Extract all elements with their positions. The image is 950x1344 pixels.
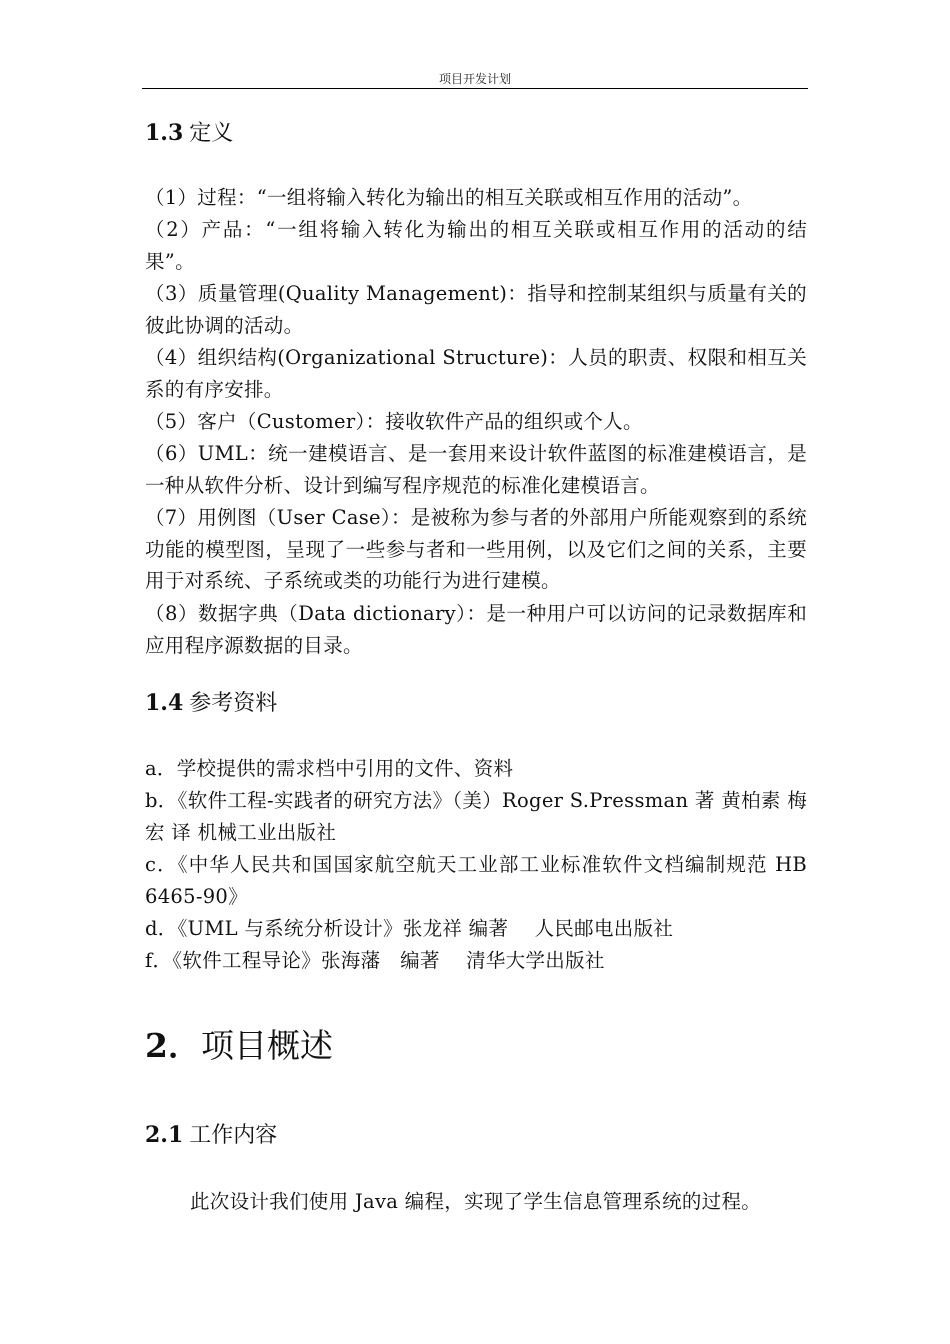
chapter-2-heading	[145, 1025, 333, 1067]
section-number: 1.4	[145, 690, 184, 716]
page-header: 项目开发计划	[438, 72, 511, 86]
definition-item-2: （2）产品：“一组将输入转化为输出的相互关联或相互作用的活动的结果”。	[145, 218, 807, 273]
definition-item-5: （5）客户（Customer）：接收软件产品的组织或个人。	[145, 410, 643, 433]
definition-item-1: （1）过程：“一组将输入转化为输出的相互关联或相互作用的活动”。	[145, 186, 753, 209]
definition-item-4: （4）组织结构(Organizational Structure)：人员的职责、权限和相互关系的有序安排。	[145, 346, 807, 401]
chapter-title: 项目概述	[200, 1026, 333, 1065]
section-2-1-heading	[145, 1120, 277, 1151]
section-1-4-heading	[145, 688, 277, 719]
section-number: 1.3	[145, 120, 184, 146]
reference-item-a: a．学校提供的需求档中引用的文件、资料	[145, 757, 514, 780]
reference-item-d: d．《UML 与系统分析设计》张龙祥 编著 人民邮电出版社	[145, 917, 674, 940]
header-rule	[142, 88, 808, 89]
definition-item-8: （8）数据字典（Data dictionary）：是一种用户可以访问的记录数据库和应用程序源数据的目录。	[145, 602, 807, 657]
section-title: 定义	[189, 121, 234, 146]
definition-item-6: （6）UML：统一建模语言、是一套用来设计软件蓝图的标准建模语言，是一种从软件分析、设计到编写程序规范的标准化建模语言。	[145, 442, 807, 497]
section-title: 工作内容	[189, 1123, 278, 1148]
section-1-3-heading	[145, 118, 233, 149]
work-content-paragraph: 此次设计我们使用 Java 编程，实现了学生信息管理系统的过程。	[190, 1190, 762, 1213]
reference-item-b: b．《软件工程-实践者的研究方法》（美）Roger S.Pressman 著 黄柏素 梅宏 译 机械工业出版社	[145, 789, 807, 844]
reference-item-c: c．《中华人民共和国国家航空航天工业部工业标准软件文档编制规范 HB 6465-90》	[145, 853, 807, 908]
definition-item-7: （7）用例图（User Case）：是被称为参与者的外部用户所能观察到的系统功能的模型图，呈现了一些参与者和一些用例，以及它们之间的关系，主要用于对系统、子系统或类的功能行为进行建模。	[145, 506, 807, 592]
section-number: 2.1	[145, 1122, 184, 1148]
reference-item-f: f．《软件工程导论》张海藩 编著 清华大学出版社	[145, 949, 605, 972]
section-title: 参考资料	[189, 691, 278, 716]
definition-item-3: （3）质量管理(Quality Management)：指导和控制某组织与质量有关的彼此协调的活动。	[145, 282, 807, 337]
chapter-number: 2．	[145, 1026, 201, 1065]
